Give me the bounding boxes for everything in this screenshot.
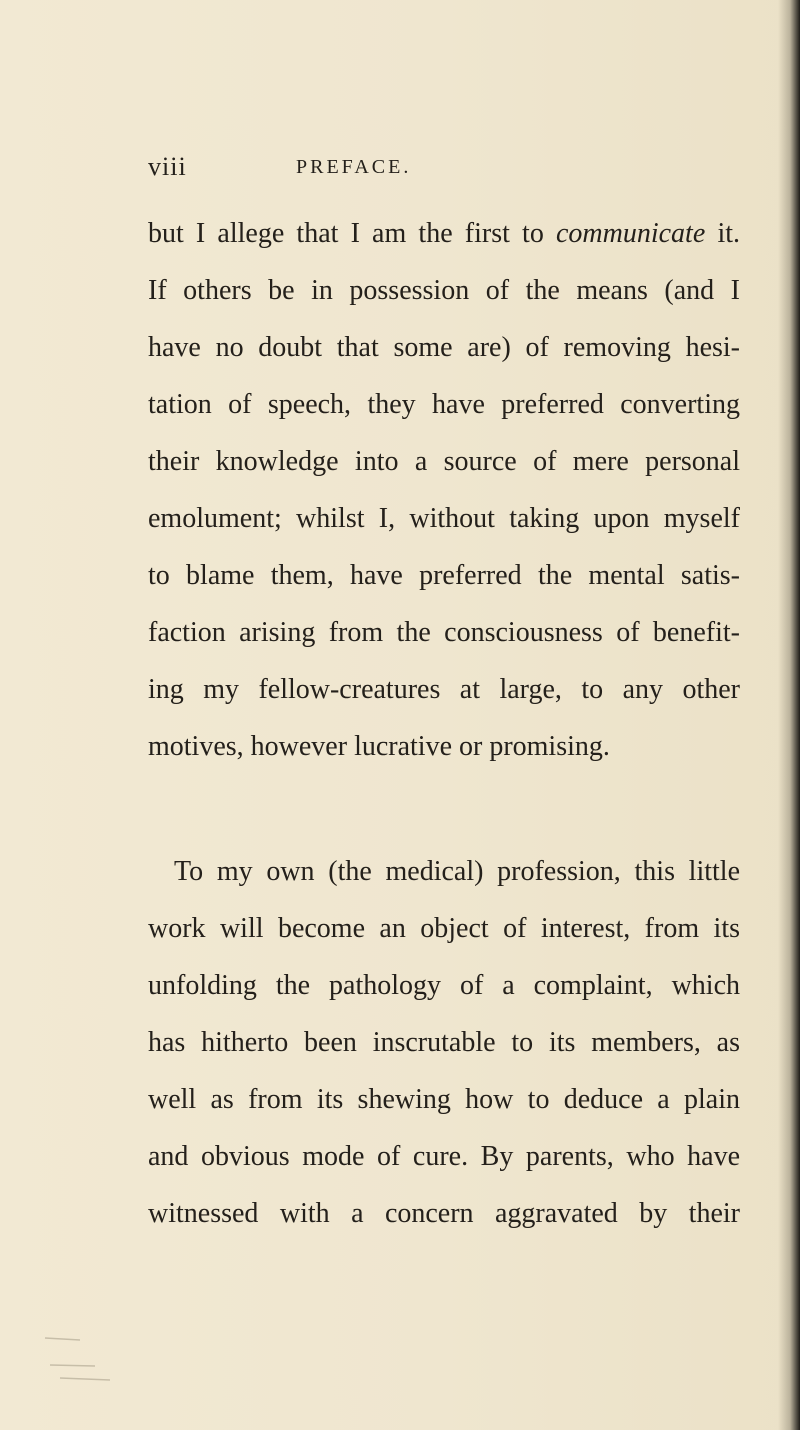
paragraph-1-line: their knowledge into a source of mere personal bbox=[148, 446, 740, 477]
paragraph-1-line: tation of speech, they have preferred converting bbox=[148, 389, 740, 420]
paragraph-1-line: emolument; whilst I, without taking upon myself bbox=[148, 503, 740, 534]
page-smudge-marks bbox=[40, 1330, 140, 1390]
italic-word: communicate bbox=[555, 218, 706, 249]
paragraph-1-line: motives, however lucrative or promising. bbox=[148, 731, 610, 762]
paragraph-2-line: witnessed with a concern aggravated by their bbox=[148, 1198, 740, 1229]
paragraph-2-line: has hitherto been inscrutable to its members, as bbox=[148, 1027, 740, 1058]
paragraph-2-line: work will become an object of interest, from its bbox=[148, 913, 740, 944]
paragraph-1-line: to blame them, have preferred the mental satis- bbox=[148, 560, 740, 591]
paragraph-2-line: unfolding the pathology of a complaint, which bbox=[148, 970, 740, 1001]
line-text: but I allege that I am the first to bbox=[148, 218, 556, 249]
header-title: PREFACE. bbox=[296, 156, 412, 178]
paragraph-2-line: and obvious mode of cure. By parents, who have bbox=[148, 1141, 740, 1172]
line-text: it. bbox=[705, 218, 740, 249]
page-number: viii bbox=[148, 152, 187, 181]
paragraph-1-line: If others be in possession of the means (and I bbox=[148, 275, 740, 306]
page-edge-shadow bbox=[778, 0, 800, 1430]
body-text bbox=[148, 205, 740, 1242]
paragraph-1-line: have no doubt that some are) of removing hesi- bbox=[148, 332, 740, 363]
paragraph-gap bbox=[148, 775, 740, 843]
paragraph-1-line: ing my fellow-creatures at large, to any other bbox=[148, 674, 740, 705]
running-head bbox=[148, 152, 748, 192]
paragraph-2-line: well as from its shewing how to deduce a plain bbox=[148, 1084, 740, 1115]
paragraph-2-line: To my own (the medical) profession, this little bbox=[174, 856, 740, 887]
paragraph-1-line bbox=[148, 205, 740, 262]
paragraph-1-line: faction arising from the consciousness of benefit- bbox=[148, 617, 740, 648]
